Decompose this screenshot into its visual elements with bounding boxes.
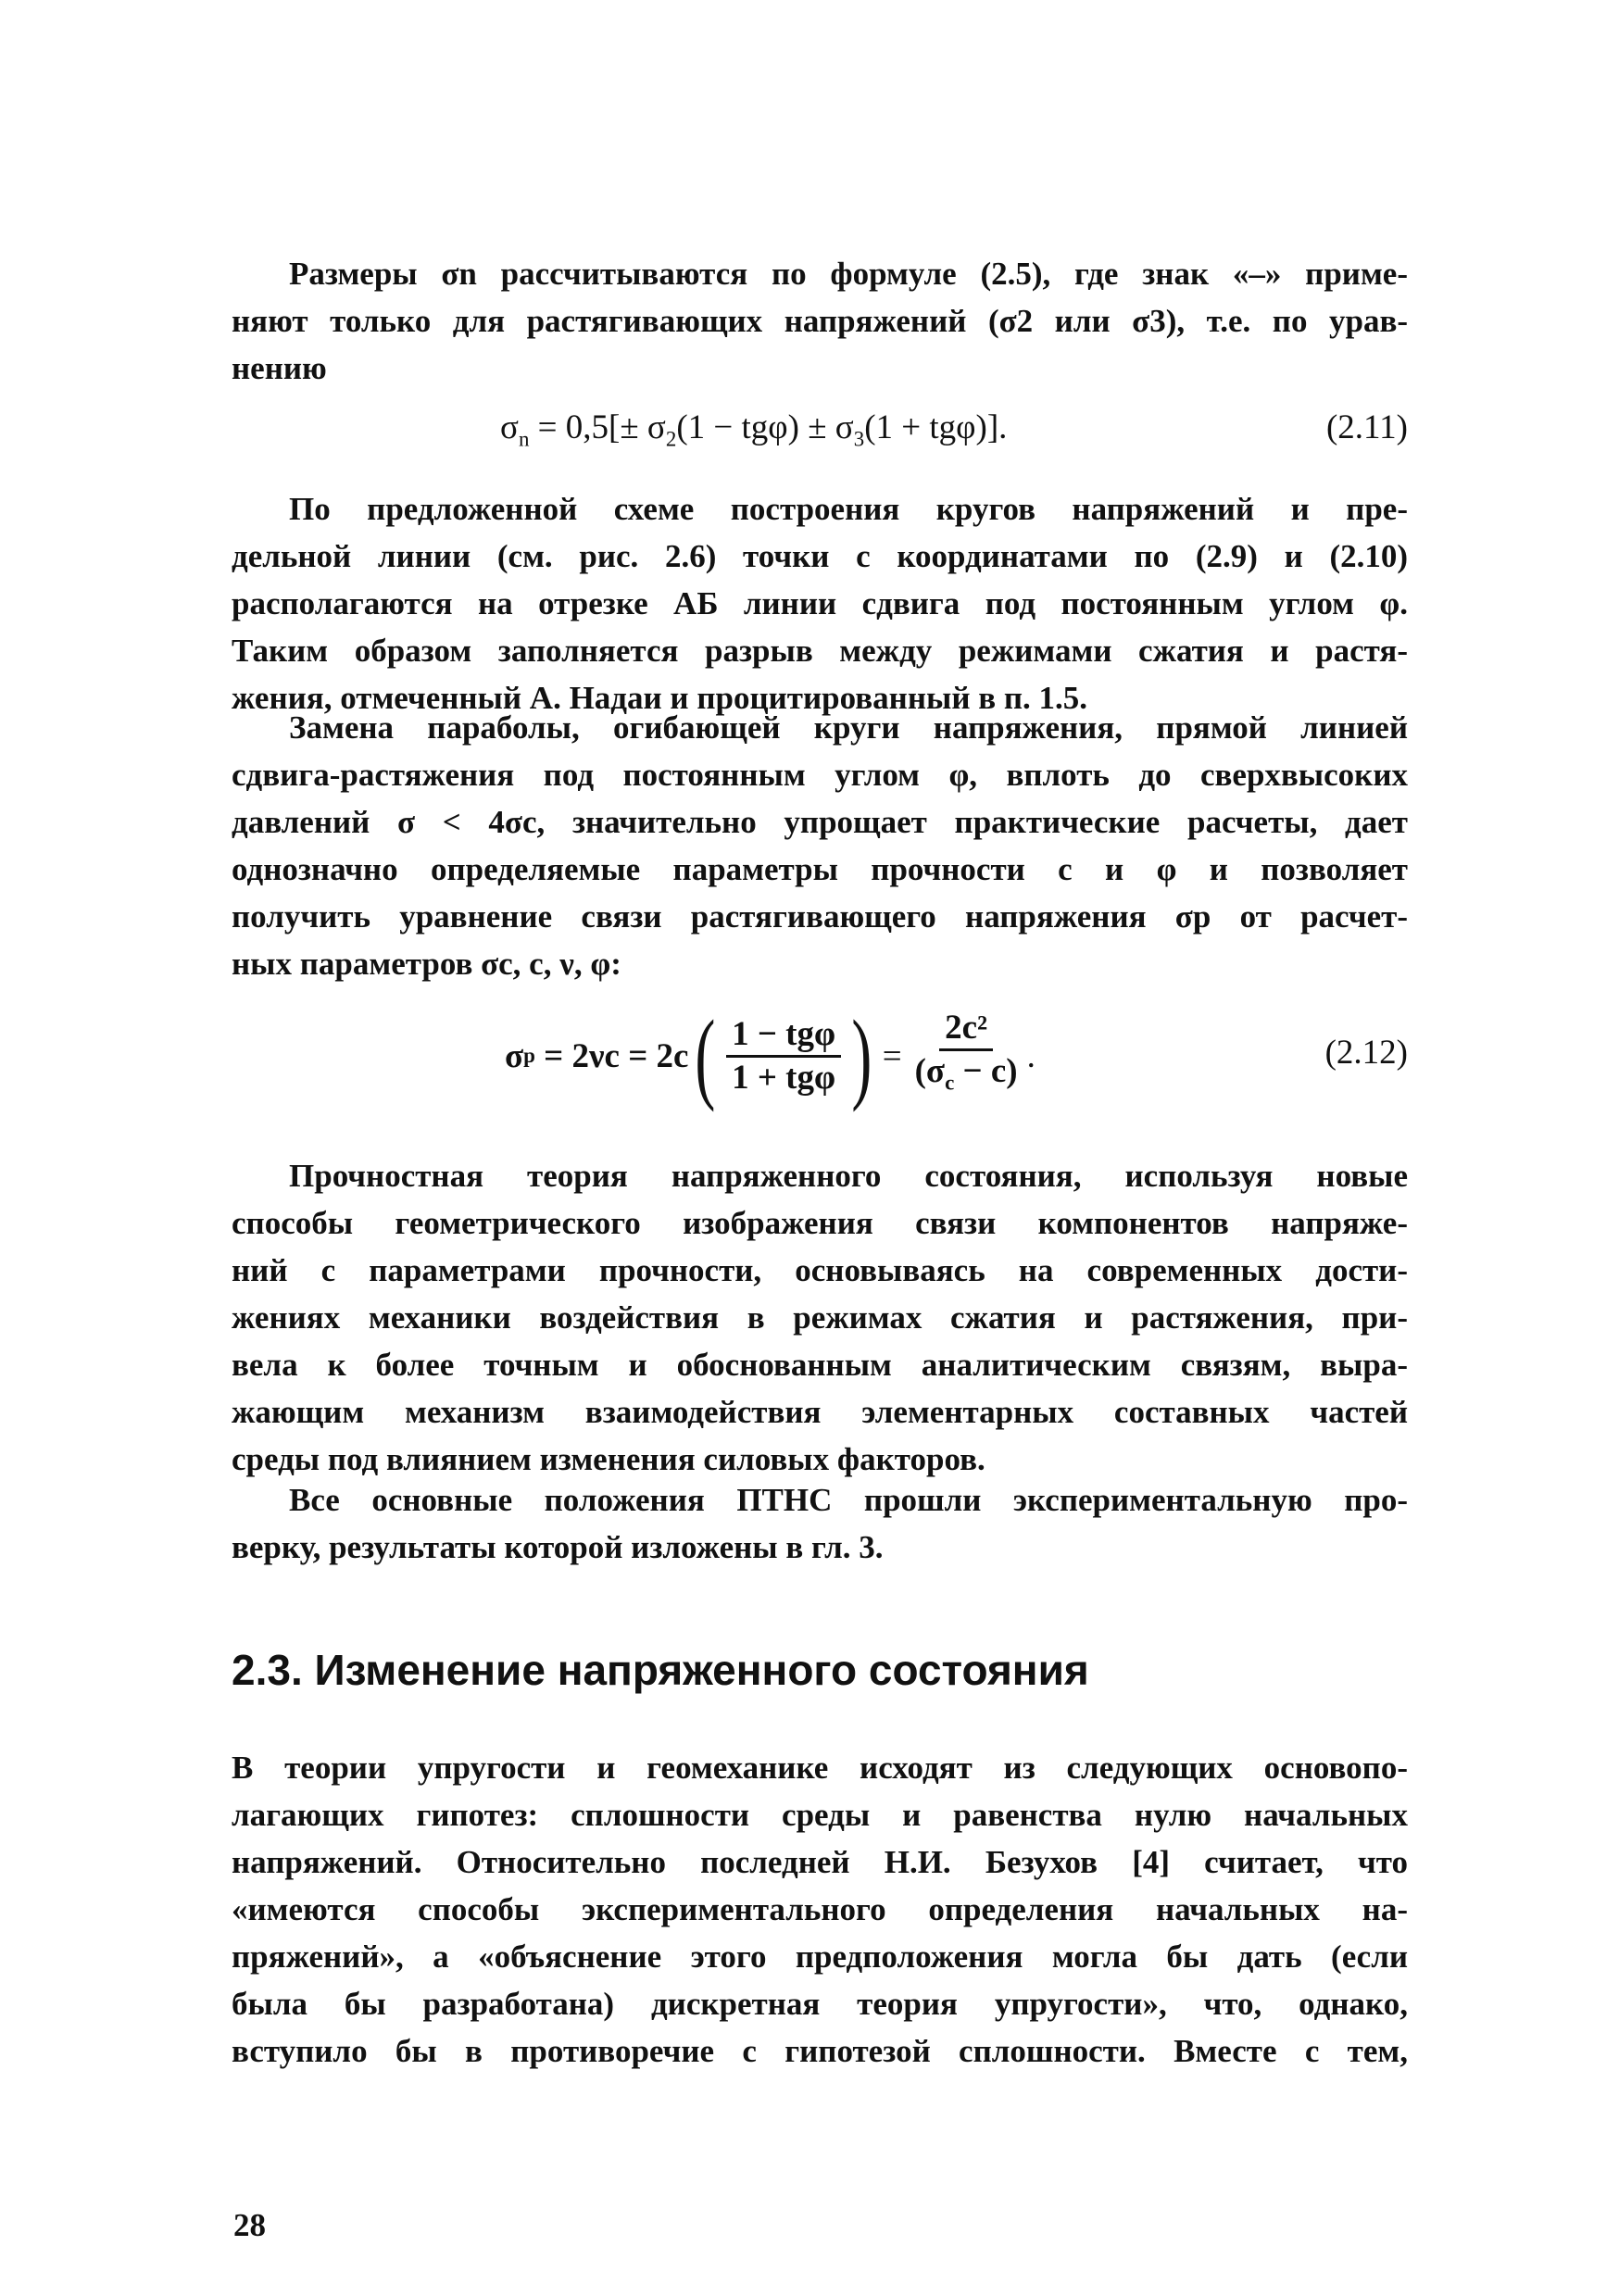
text-line: получить уравнение связи растягивающего напряжения σp от расчет- [232,898,1408,935]
formula-2-11-expression: $\sigma_n = 0,5[\pm \sigma_2(1 - tg\varphi) \pm \sigma_3(1 + tg\varphi)]$. [500,408,1008,451]
paragraph [232,704,1408,987]
text-line: Таким образом заполняется разрыв между режимами сжатия и растя- [232,633,1408,669]
text-line: ных параметров σc, c, ν, φ: [232,946,621,982]
text-line: В теории упругости и геомеханике исходят из следующих основопо- [232,1750,1408,1786]
text-line: жения, отмеченный А. Надаи и процитированный в п. 1.5. [232,680,1088,716]
paragraph [232,485,1408,721]
text-line: лагающих гипотез: сплошности среды и равенства нулю начальных [232,1797,1408,1833]
text-line: среды под влиянием изменения силовых факторов. [232,1441,985,1477]
page-number: 28 [233,2207,266,2243]
text-line: давлений σ < 4σc, значительно упрощает практические расчеты, дает [232,804,1408,840]
text-line: верку, результаты которой изложены в гл. 3. [232,1529,884,1565]
text-line: напряжений. Относительно последней Н.И. Безухов [4] считает, что [232,1844,1408,1880]
formula-2-11 [232,404,1408,451]
text-line: По предложенной схеме построения кругов напряжений и пре- [289,491,1408,527]
text-line: ний с параметрами прочности, основываясь на современных дости- [232,1252,1408,1288]
text-line: Все основные положения ПТНС прошли экспериментальную про- [289,1482,1408,1518]
paragraph [232,250,1408,392]
text-line: дельной линии (см. рис. 2.6) точки с координатами по (2.9) и (2.10) [232,538,1408,574]
text-line: вела к более точным и обоснованным аналитическим связям, выра- [232,1347,1408,1383]
text-line: сдвига-растяжения под постоянным углом φ, вплоть до сверхвысоких [232,757,1408,793]
paragraph [232,1744,1408,2075]
equation-number: (2.11) [1325,408,1408,446]
paragraph [232,1152,1408,1483]
section-heading: 2.3. Изменение напряженного состояния [232,1646,1089,1694]
text-line: пряжений», а «объяснение этого предположения могла бы дать (если [232,1938,1408,1975]
text-line: нению [232,350,327,386]
text-line: жениях механики воздействия в режимах сжатия и растяжения, при- [232,1299,1408,1336]
text-line: способы геометрического изображения связи компонентов напряже- [232,1205,1408,1241]
equation-number: (2.12) [1324,1034,1408,1072]
text-line: жающим механизм взаимодействия элементарных составных частей [232,1394,1408,1430]
text-line: Замена параболы, огибающей круги напряжения, прямой линией [289,709,1408,746]
formula-2-12 [232,996,1408,1116]
text-line: была бы разработана) дискретная теория упругости», что, однако, [232,1986,1408,2022]
text-line: Размеры σn рассчитываются по формуле (2.5), где знак «–» приме- [289,256,1408,292]
text-line: вступило бы в противоречие с гипотезой сплошности. Вместе с тем, [232,2033,1408,2069]
paragraph [232,1476,1408,1571]
text-line: няют только для растягивающих напряжений (σ2 или σ3), т.е. по урав- [232,303,1408,339]
text-line: «имеются способы экспериментального определения начальных на- [232,1891,1408,1927]
text-line: Прочностная теория напряженного состояния, используя новые [289,1158,1408,1194]
text-line: располагаются на отрезке АБ линии сдвига под постоянным углом φ. [232,585,1408,621]
text-line: однозначно определяемые параметры прочности c и φ и позволяет [232,851,1408,887]
formula-2-12-expression: σ p = 2νc = 2c ( $\frac{\text{1 − tgφ}}{\text{1 + tgφ}}$ ) = $\frac{\text{2c²}}{(\sigma_c - c)}$ . [505,999,1035,1112]
